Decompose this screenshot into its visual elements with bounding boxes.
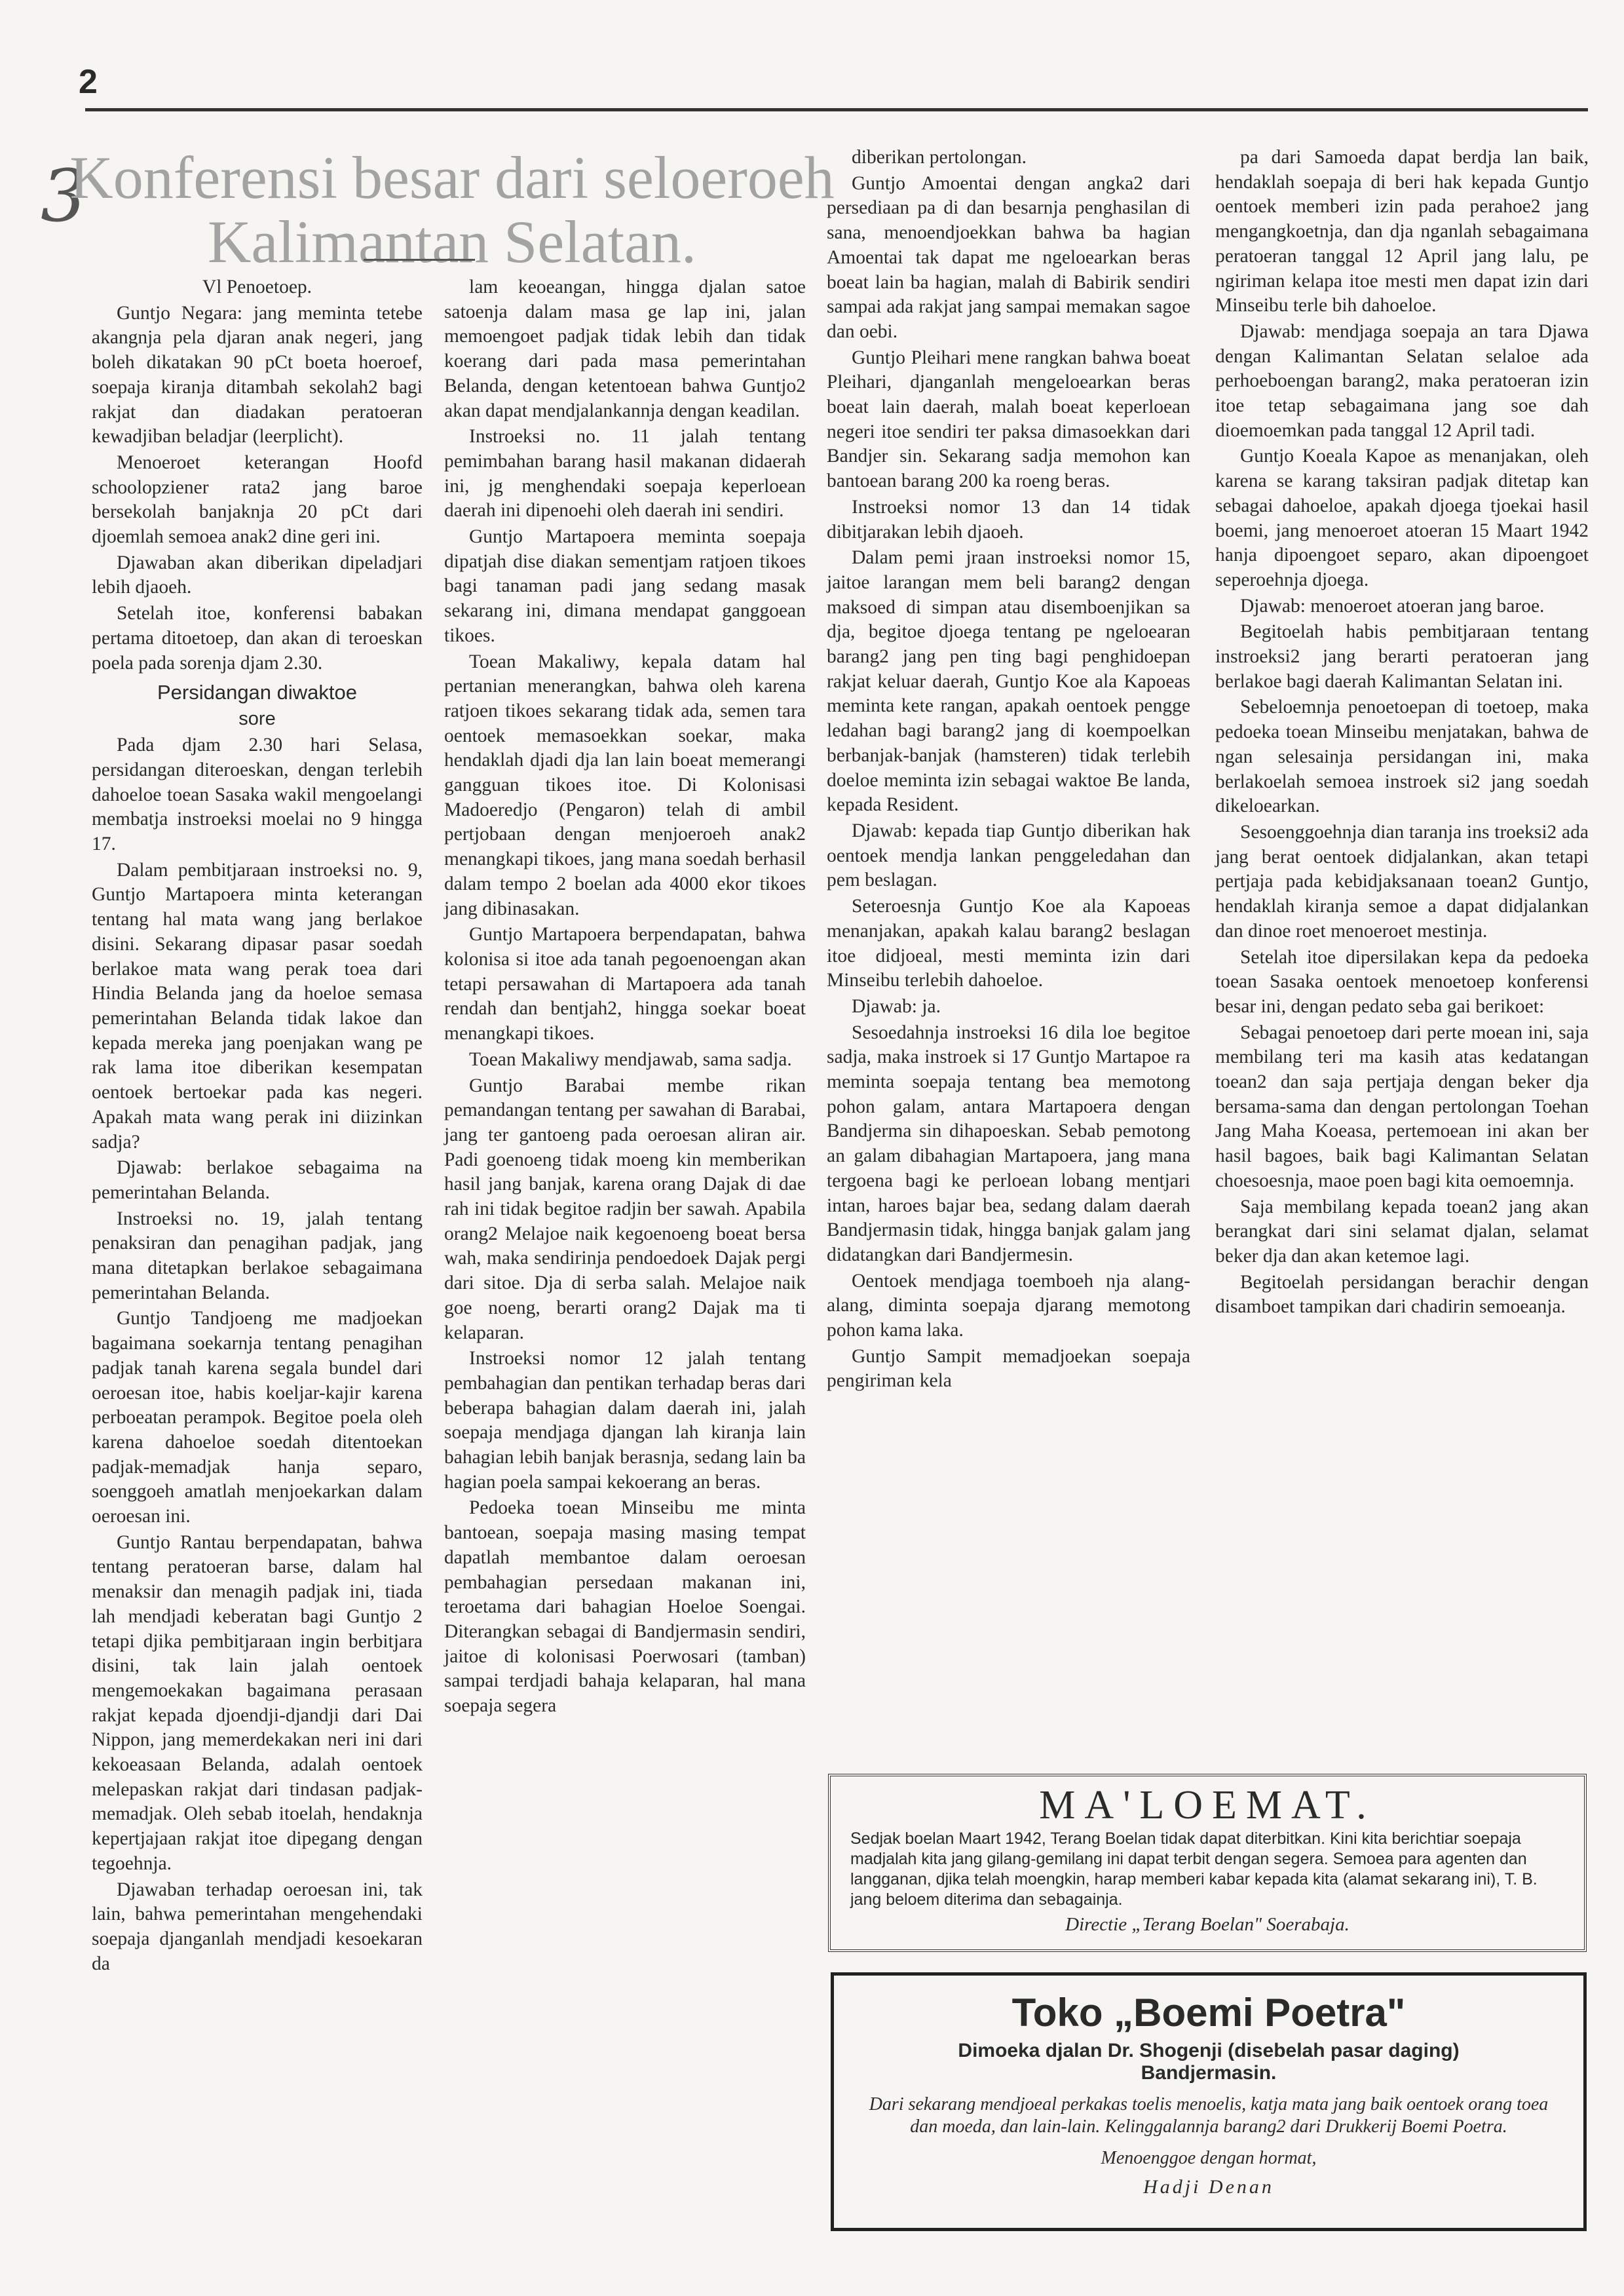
- paragraph: Djawaban akan diberikan dipeladjari lebih djaoeh.: [92, 552, 423, 598]
- shop-name: Toko „Boemi Poetra": [1011, 1991, 1406, 2035]
- byline: Vl Penoetoep.: [202, 277, 312, 297]
- header-rule: [85, 108, 1588, 111]
- paragraph: Guntjo Martapoera meminta soepaja dipatjah dise diakan sementjam ratjoen tikoes bagi tanaman padi jang sedang masak sekarang ini, dimana mendapat ganggoean tikoes.: [444, 526, 806, 646]
- paragraph: pa dari Samoeda dapat berdja lan baik, hendaklah soepaja di beri hak kepada Guntjo oentoek memberi izin pada perahoe2 jang mengangkoetnja, dan dja nganlah sebagaimana peratoeran tanggal 12 April jang lalu, pe ngiriman kelapa itoe mesti men dapat izin dari Minseibu terle bih dahoeloe.: [1215, 147, 1589, 316]
- paragraph: Instroeksi no. 11 jalah tentang pemimbahan barang hasil makanan didaerah ini, jg menghendaki soepaja keperloean daerah ini dipenoehi oleh daerah ini sendiri.: [444, 426, 806, 522]
- paragraph: Guntjo Sampit memadjoekan soepaja pengiriman kela: [827, 1345, 1190, 1392]
- shop-city: Bandjermasin.: [1141, 2062, 1277, 2084]
- article-title: [66, 145, 839, 274]
- paragraph: Seteroesnja Guntjo Koe ala Kapoeas menanjakan, apakah kalau barang2 beslagan itoe didjoeal, mesti meminta izin dari Minseibu terlebih dahoeloe.: [827, 896, 1190, 991]
- maloemat-body: Sedjak boelan Maart 1942, Terang Boelan tidak dapat diterbitkan. Kini kita berichtiar soepaja madjalah kita jang gilang-gemilang ini dapat terbit dengan segera. Semoea para agenten dan langganan, djika telah moengkin, harap memberi kabar kepada kita (alamat sekarang ini), T. B. jang beloem diterima dan sebagainja.: [850, 1829, 1538, 1909]
- paragraph: Djawab: kepada tiap Guntjo diberikan hak oentoek mendja lankan penggeledahan dan pem beslagan.: [827, 820, 1190, 891]
- col4-paragraphs: [1215, 145, 1589, 1320]
- shop-description: Dari sekarang mendjoeal perkakas toelis menoelis, katja mata jang baik oentoek orang toea dan moeda, dan lain-lain. Kelinggalannja barang2 dari Drukkerij Boemi Poetra.: [869, 2094, 1549, 2137]
- paragraph: Pedoeka toean Minseibu me minta bantoean, soepaja masing masing tempat dapatlah membantoe dalam oeroesan pembahagian persedaan makanan ini, teroetama dari bahagian Hoeloe Soengai. Diterangkan sebagai di Bandjermasin sendiri, jaitoe di kolonisasi Poerwosari (tamban) sampai terdjadi bahaja kelaparan, hal mana soepaja segera: [444, 1497, 806, 1717]
- paragraph: Begitoelah persidangan berachir dengan disamboet tampikan dari chadirin semoeanja.: [1215, 1271, 1589, 1318]
- page-number: 2: [79, 63, 98, 101]
- maloemat-signature: Directie „Terang Boelan" Soerabaja.: [1065, 1914, 1350, 1935]
- paragraph: Djawab: ja.: [852, 995, 941, 1017]
- paragraph: Pada djam 2.30 hari Selasa, persidangan diteroeskan, dengan terlebih dahoeloe toean Sasaka wakil mengoelangi membatja instroeksi moelai no 9 hingga 17.: [92, 735, 423, 855]
- maloemat-title: MA'LOEMAT.: [1039, 1783, 1376, 1827]
- toko-boemi-poetra-advert: [831, 1972, 1587, 2231]
- paragraph: Instroeksi nomor 12 jalah tentang pembahagian dan pentikan terhadap beras dari beberapa bahagian dalam daerah ini, jalah soepaja mendjaga djangan lah kiranja lain bahagian lebih banjak berasnja, sedang lain ba hagian poela sampai kekoerang an beras.: [444, 1348, 806, 1493]
- paragraph: Guntjo Negara: jang meminta tetebe akangnja pela djaran anak negeri, jang boleh dikatakan 90 pCt boeta hoeroef, soepaja kiranja ditambah sekolah2 bagi rakjat dan diadakan peratoeran kewadjiban beladjar (leerplicht).: [92, 302, 423, 448]
- section-heading-sub: sore: [238, 708, 276, 730]
- paragraph: lam keoeangan, hingga djalan satoe satoenja dalam masa ge lap ini, jalan memoengoet padjak tidak lebih dan tidak koerang dari pada masa pemerintahan Belanda, dengan ketentoean bahwa Guntjo2 akan dapat mendjalankannja dengan keadilan.: [444, 277, 806, 421]
- paragraph: Guntjo Barabai membe rikan pemandangan tentang per sawahan di Barabai, jang ter gantoeng pada oeroesan aliran air. Padi goenoeng tidak moeng kin memberikan hasil jang banjak, karena orang Dajak di dae rah ini tidak begitoe radjin ber sawah. Apabila orang2 Melajoe naik kegoenoeng boeat bersa wah, maka sendirinja pendoedoek Dajak pergi dari sitoe. Dja di serba salah. Melajoe naik goe noeng, berarti orang2 Dajak ma ti kelaparan.: [444, 1075, 806, 1343]
- paragraph: Djawab: menoeroet atoeran jang baroe.: [1240, 595, 1545, 617]
- shop-closing: Menoenggoe dengan hormat,: [1101, 2148, 1317, 2168]
- shop-location: Dimoeka djalan Dr. Shogenji (disebelah pasar daging): [958, 2040, 1460, 2061]
- paragraph: Sesoedahnja instroeksi 16 dila loe begitoe sadja, maka instroek si 17 Guntjo Martapoe ra meminta soepaja tentang bea memotong pohon galam, antara Martapoera dengan Bandjerma sin dihapoeskan. Sebab pemotong an galam dibahagian Martapoera, jang mana tergoena bagi ke perloean lobang mentjari intan, haroes bajar bea, sedang dalam daerah Bandjermasin tidak, hingga banjak galam jang didatangkan dari Bandjermesin.: [827, 1022, 1190, 1265]
- article-column-1: [92, 275, 423, 1978]
- paragraph: Setelah itoe dipersilakan kepa da pedoeka toean Sasaka oentoek menoetoep konferensi besar ini, dengan pedato seba gai berikoet:: [1215, 946, 1589, 1017]
- section-heading-title: Persidangan diwaktoe: [157, 681, 358, 704]
- paragraph: Sesoenggoehnja dian taranja ins troeksi2 ada jang berat oentoek didjalankan, akan tetapi pertjaja pada kebidjaksanaan toean2 Guntjo, hendaklah kiranja semoe a dapat didjalankan dan dinoe roet menoeroet mestinja.: [1215, 821, 1589, 942]
- maloemat-announcement: [828, 1774, 1587, 1952]
- title-ornament-divider: [364, 259, 475, 261]
- paragraph: Sebeloemnja penoetoepan di toetoep, maka pedoeka toean Minseibu menjatakan, bahwa de ngan selesainja persidangan ini, maka berlakoelah semoea instroek si2 jang soedah dikeloearkan.: [1215, 697, 1589, 817]
- paragraph: Toean Makaliwy mendjawab, sama sadja.: [469, 1048, 792, 1070]
- paragraph: Guntjo Amoentai dengan angka2 dari persediaan pa di dan besarnja penghasilan di sana, menoendjoekkan bahwa ba hagian Amoentai tak dapat me ngeloearkan beras boeat lain ba hagian, malah di Babirik sendiri sampai ada rakjat jang sampai memakan sagoe dan oebi.: [827, 172, 1190, 342]
- article-title-line2: Kalimantan Selatan.: [208, 208, 696, 275]
- paragraph: Oentoek mendjaga toemboeh nja alang-alang, diminta soepaja djarang memotong pohon kama laka.: [827, 1270, 1190, 1341]
- col1-paragraphs: [92, 301, 423, 676]
- paragraph: Sebagai penoetoep dari perte moean ini, saja membilang teri ma kasih atas kedatangan toean2 dan saja pertjaja dengan beker dja bersama-sama dan dengan pertolongan Toehan Jang Maha Koeasa, pertemoean ini akan ber hasil bagoes, baik bagi Kalimantan Selatan choesoesnja, maoe poen bagi kita oemoemnja.: [1215, 1022, 1589, 1191]
- paragraph: Dalam pemi jraan instroeksi nomor 15, jaitoe larangan mem beli barang2 dengan maksoed di simpan atau disemboenjikan sa dja, begitoe djoega tentang pe ngeloearan barang2 jang pen ting bagi penghidoepan rakjat keluar daerah, Guntjo Koe ala Kapoeas meminta kete rangan, apakah oentoek pengge ledahan bagi barang2 jang di koempoelkan berbanjak-banjak (hamsteren) tidak terlebih doeloe meminta izin sebagai waktoe Be landa, kepada Resident.: [827, 547, 1190, 816]
- paragraph: Setelah itoe, konferensi babakan pertama ditoetoep, dan akan di teroeskan poela pada sorenja djam 2.30.: [92, 603, 423, 674]
- article-column-4: [1215, 145, 1589, 1321]
- paragraph: Guntjo Pleihari mene rangkan bahwa boeat Pleihari, djanganlah mengeloearkan beras boeat lain daerah, malah boeat keperloean negeri itoe sendiri ter paksa dimasoekkan dari Bandjer sin. Sekarang sadja memohon kan bantoean barang 200 ka roeng beras.: [827, 347, 1190, 492]
- col2-paragraphs: [444, 275, 806, 1719]
- margin-handwritten-mark: 3: [41, 154, 86, 238]
- article-title-line1: Konferensi besar dari seloeroeh: [69, 144, 835, 211]
- paragraph: Toean Makaliwy, kepala datam hal pertanian menerangkan, bahwa oleh karena ratjoen tikoes sekarang tidak ada, semen tara oentoek memasoekkan soekar, maka hendaklah djadi dja lan lain boeat memerangi gangguan tikoes itoe. Di Kolonisasi Madoeredjo (Pengaron) telah di ambil pertjobaan dengan menjoeroeh anak2 menangkapi tikoes, jang mana soedah berhasil dalam tempo 2 boelan ada 4000 ekor tikoes jang dibinasakan.: [444, 651, 806, 919]
- paragraph: Instroeksi no. 19, jalah tentang penaksiran dan penagihan padjak, jang mana ditetapkan berlakoe sebagaimana pemerintahan Belanda.: [92, 1208, 423, 1303]
- paragraph: Saja membilang kepada toean2 jang akan berangkat dari sini selamat djalan, selamat beker dja dan akan ketemoe lagi.: [1215, 1196, 1589, 1267]
- col3-paragraphs: [827, 145, 1190, 1394]
- paragraph: diberikan pertolongan.: [852, 147, 1027, 168]
- paragraph: Instroeksi nomor 13 dan 14 tidak dibitjarakan lebih djaoeh.: [827, 496, 1190, 543]
- section-heading: [92, 679, 423, 732]
- paragraph: Dalam pembitjaraan instroeksi no. 9, Guntjo Martapoera minta keterangan tentang hal mata wang jang berlakoe disini. Sekarang dipasar pasar soedah berlakoe mata wang perak toea dari Hindia Belanda jang da hoeloe semasa pemerintahan Belanda tidak lakoe dan kepada mereka jang poenjakan wang pe rak lama itoe diberikan kesempatan oentoek bertoekar pada kas negeri. Apakah mata wang perak ini diizinkan sadja?: [92, 859, 423, 1153]
- paragraph: Guntjo Rantau berpendapatan, bahwa tentang peratoeran barse, dalam hal menaksir dan menagih padjak ini, tiada lah mendjadi keberatan bagi Guntjo 2 tetapi djika pembitjaraan ingin berbitjara disini, tak lain jalah oentoek mengemoekakan bagaimana perasaan rakjat kepada djoendji-djandji dari Dai Nippon, jang memerdekakan neri ini dari kekoeasaan Belanda, adalah oentoek melepaskan rakjat dari tindasan padjak-memadjak. Oleh sebab itoelah, hendaknja kepertjajaan rakjat itoe dipegang dengan tegoehnja.: [92, 1531, 423, 1874]
- article-column-2: [444, 275, 806, 1720]
- paragraph: Djawaban terhadap oeroesan ini, tak lain, bahwa pemerintahan mengehendaki soepaja djanganlah mendjadi kesoekaran da: [92, 1879, 423, 1974]
- paragraph: Begitoelah habis pembitjaraan tentang instroeksi2 jang berarti peratoeran jang berlakoe bagi daerah Kalimantan Selatan ini.: [1215, 621, 1589, 692]
- paragraph: Djawab: mendjaga soepaja an tara Djawa dengan Kalimantan Selatan selaloe ada perhoeboengan barang2, maka peratoeran izin itoe tetap sebagaimana jang soe dah dioemoemkan pada tanggal 12 April tadi.: [1215, 320, 1589, 441]
- paragraph: Guntjo Tandjoeng me madjoekan bagaimana soekarnja tentang penagihan padjak tanah karena segala bundel dari oeroesan itoe, habis koeljar-kajir karena perboeatan perampok. Begitoe poela oleh karena dahoeloe soedah ditentoekan padjak-memadjak hanja separo, soenggoeh amatlah menjoekarkan dalam oeroesan ini.: [92, 1308, 423, 1527]
- article-column-3: [827, 145, 1190, 1395]
- shop-signature: Hadji Denan: [1143, 2176, 1274, 2198]
- col1b-paragraphs: [92, 733, 423, 1976]
- paragraph: Djawab: berlakoe sebagaima na pemerintahan Belanda.: [92, 1157, 423, 1203]
- paragraph: Menoeroet keterangan Hoofd schoolopziener rata2 jang baroe bersekolah banjaknja 20 pCt dari djoemlah semoea anak2 dine geri ini.: [92, 451, 423, 548]
- paragraph: Guntjo Koeala Kapoe as menanjakan, oleh karena se karang taksiran padjak ditetap kan sebagai dahoeloe, apakah djoega tjoekai hasil boemi, jang menoeroet atoeran 15 Maart 1942 hanja dipoengoet separo, akan dipoengoet seperoehnja djoega.: [1215, 446, 1589, 590]
- paragraph: Guntjo Martapoera berpendapatan, bahwa kolonisa si itoe ada tanah pegoenoengan akan tetapi persawahan di Martapoera ada tanah rendah dan bentjah2, hingga soekar boeat menangkapi tikoes.: [444, 924, 806, 1044]
